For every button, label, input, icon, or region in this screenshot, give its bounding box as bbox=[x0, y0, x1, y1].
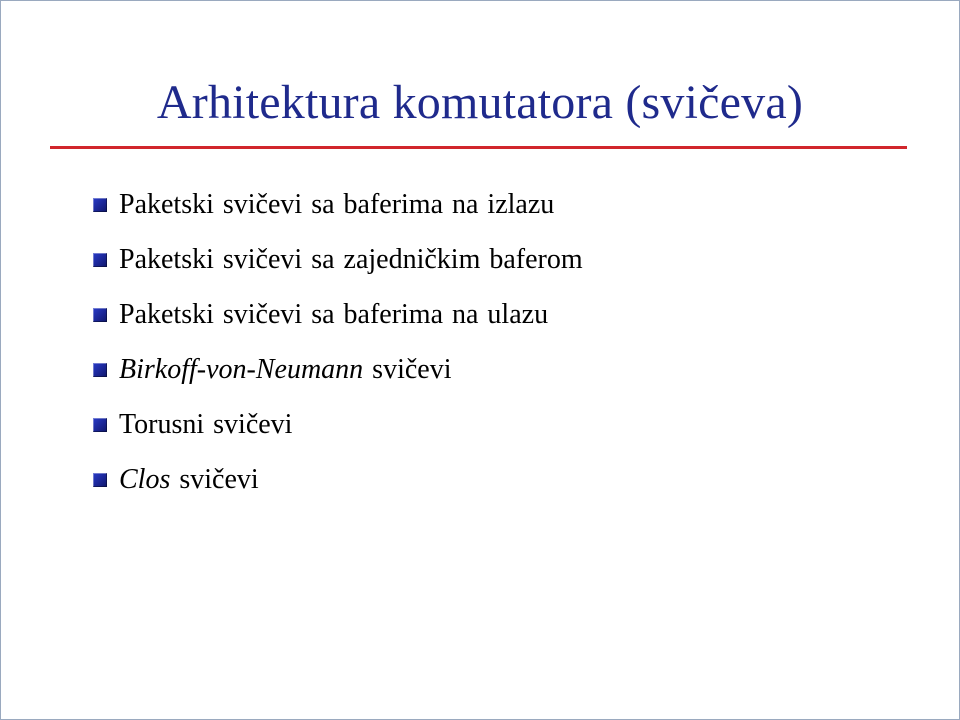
square-bullet-icon bbox=[93, 253, 107, 267]
bullet-text: Paketski svičevi sa baferima na izlazu bbox=[119, 189, 555, 220]
bullet-suffix: svičevi bbox=[170, 464, 259, 495]
square-bullet-icon bbox=[93, 363, 107, 377]
list-item bbox=[93, 185, 583, 240]
bullet-suffix: svičevi bbox=[363, 354, 452, 385]
square-bullet-icon bbox=[93, 198, 107, 212]
list-item bbox=[93, 240, 583, 295]
slide-title: Arhitektura komutatora (svičeva) bbox=[156, 76, 804, 129]
bullet-text bbox=[119, 350, 451, 390]
bullet-text: Torusni svičevi bbox=[119, 409, 293, 440]
list-item bbox=[93, 295, 583, 350]
bullet-italic-term: Birkoff-von-Neumann bbox=[119, 354, 364, 385]
bullet-text bbox=[119, 460, 259, 500]
square-bullet-icon bbox=[93, 418, 107, 432]
square-bullet-icon bbox=[93, 473, 107, 487]
title-divider bbox=[50, 146, 907, 149]
list-item bbox=[93, 460, 583, 515]
list-item bbox=[93, 350, 583, 405]
bullet-list bbox=[93, 185, 583, 515]
bullet-text: Paketski svičevi sa baferima na ulazu bbox=[119, 299, 549, 330]
bullet-text: Paketski svičevi sa zajedničkim baferom bbox=[119, 244, 583, 275]
bullet-italic-term: Clos bbox=[119, 464, 171, 495]
square-bullet-icon bbox=[93, 308, 107, 322]
list-item bbox=[93, 405, 583, 460]
